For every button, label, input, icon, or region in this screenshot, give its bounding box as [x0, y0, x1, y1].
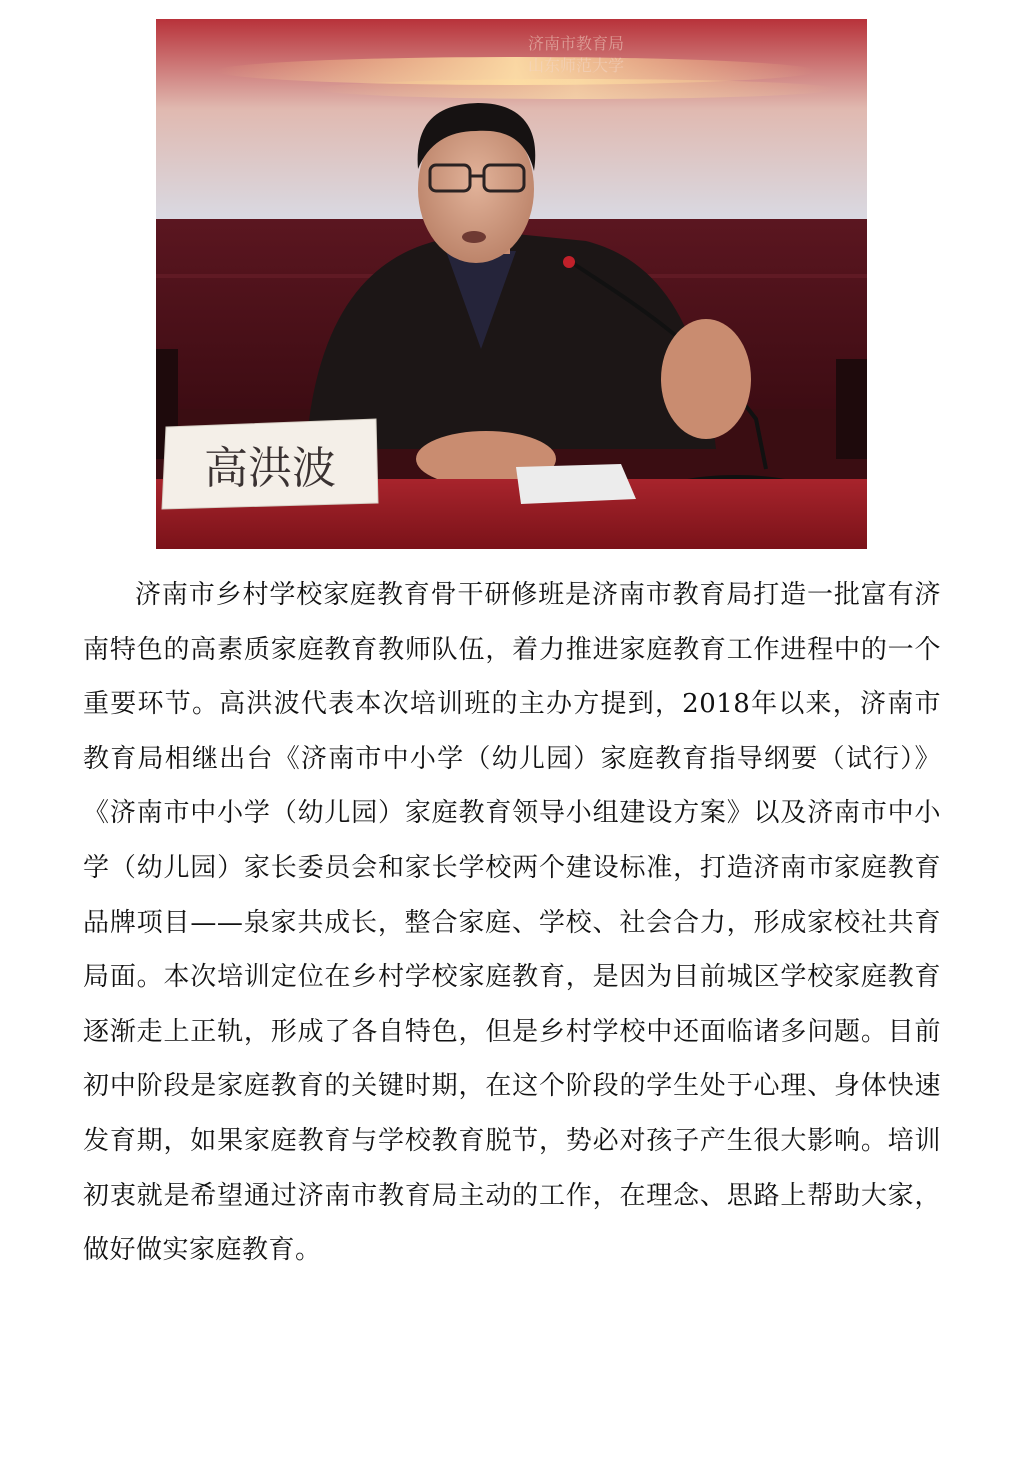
speaker-photo [156, 19, 867, 549]
nameplate-text: 高洪波 [204, 443, 336, 494]
banner-line-2: 山东师范大学 [527, 56, 625, 75]
article-body [83, 568, 941, 1278]
banner-line-1: 济南市教育局 [527, 34, 625, 53]
article-paragraph: 济南市乡村学校家庭教育骨干研修班是济南市教育局打造一批富有济南特色的高素质家庭教育教师队伍，着力推进家庭教育工作进程中的一个重要环节。高洪波代表本次培训班的主办方提到，2018年以来，济南市教育局相继出台《济南市中小学（幼儿园）家庭教育指导纲要（试行）》《济南市中小学（幼儿园）家庭教育领导小组建设方案》以及济南市中小学（幼儿园）家长委员会和家长学校两个建设标准，打造济南市家庭教育品牌项目——泉家共成长，整合家庭、学校、社会合力，形成家校社共育局面。本次培训定位在乡村学校家庭教育，是因为目前城区学校家庭教育逐渐走上正轨，形成了各自特色，但是乡村学校中还面临诸多问题。目前初中阶段是家庭教育的关键时期，在这个阶段的学生处于心理、身体快速发育期，如果家庭教育与学校教育脱节，势必对孩子产生很大影响。培训初衷就是希望通过济南市教育局主动的工作，在理念、思路上帮助大家，做好做实家庭教育。 [83, 580, 941, 1266]
